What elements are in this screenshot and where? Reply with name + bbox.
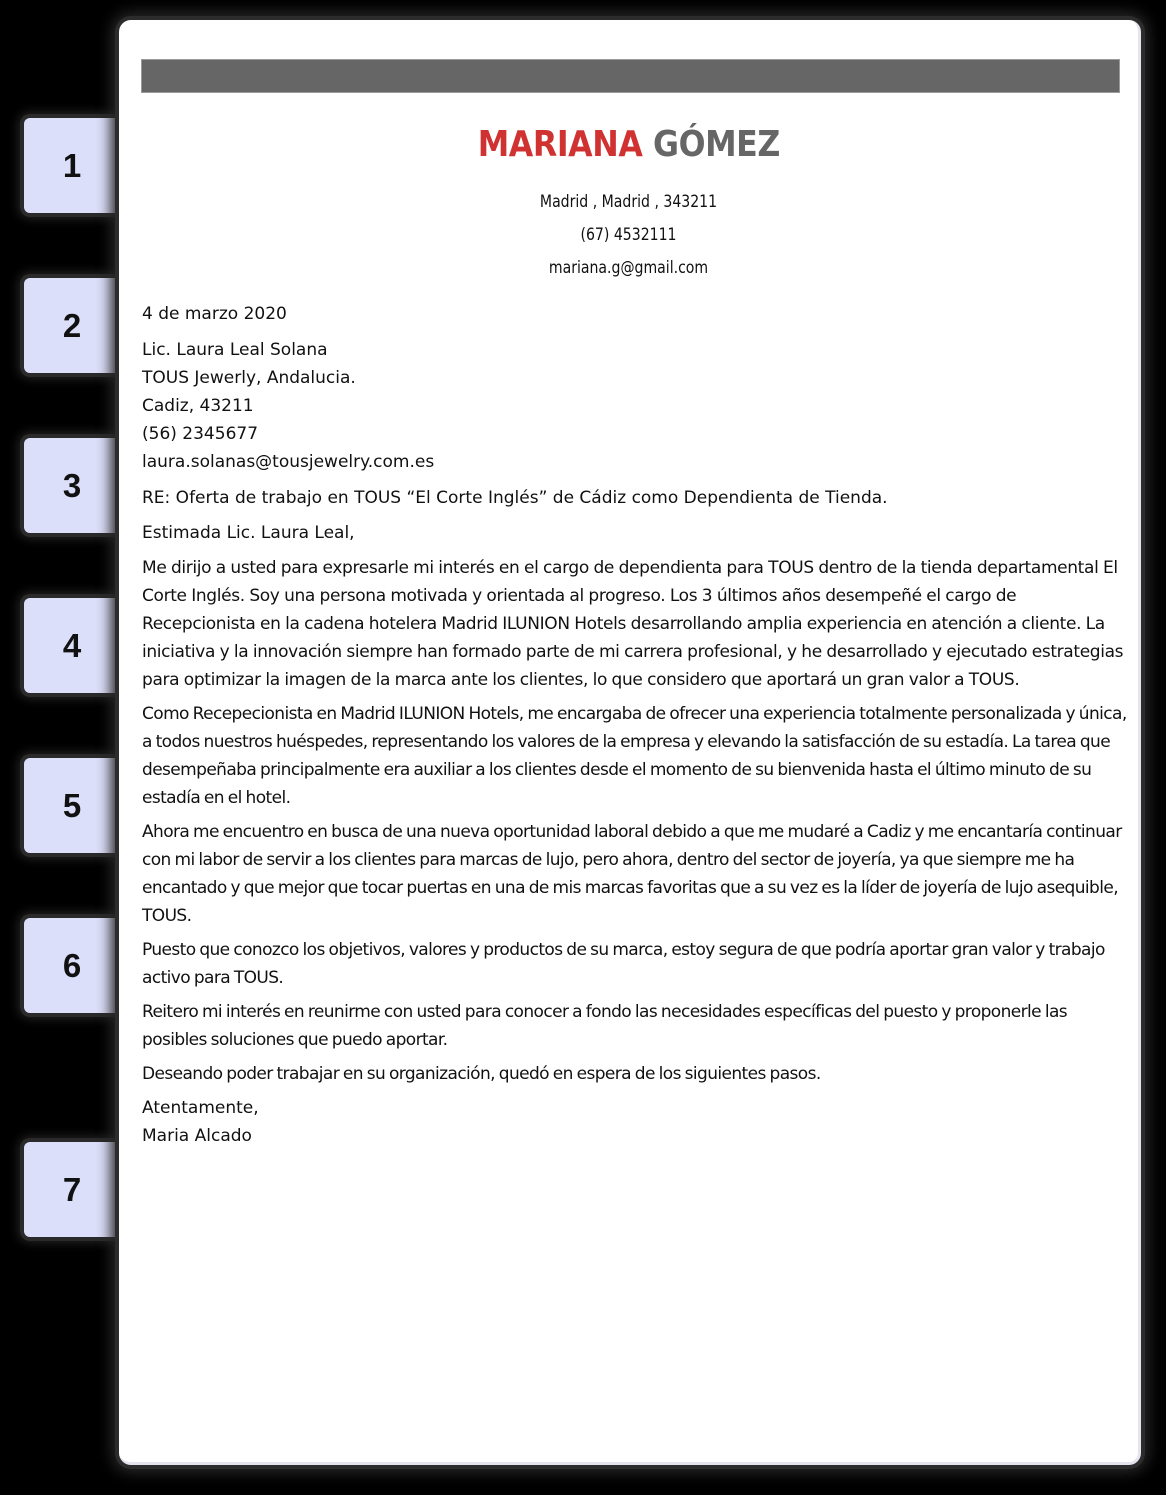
last-name: GÓMEZ	[653, 124, 780, 165]
letter-subject: RE: Oferta de trabajo en TOUS “El Corte Inglés” de Cádiz como Dependienta de Tienda.	[142, 488, 888, 508]
section-number: 5	[62, 786, 82, 824]
section-number: 2	[62, 306, 82, 344]
recipient-block	[142, 336, 1127, 476]
first-name: MARIANA	[477, 124, 643, 165]
section-number: 3	[62, 466, 82, 504]
recipient-email: laura.solanas@tousjewelry.com.es	[142, 452, 435, 472]
section-number: 7	[62, 1170, 82, 1208]
recipient-company: TOUS Jewerly, Andalucia.	[142, 368, 356, 388]
recipient-phone: (56) 2345677	[142, 424, 259, 444]
section-number: 4	[62, 626, 82, 664]
letter-date: 4 de marzo 2020	[142, 304, 287, 324]
paragraph-introduction: Me dirijo a usted para expresarle mi interés en el cargo de dependienta para TOUS dentro de la tienda departamental El Corte Inglés. Soy una persona motivada y orientada al progreso. Los 3 últimos años desempeñé el cargo de Recepcionista en la cadena hotelera Madrid ILUNION Hotels desarrollando amplia experiencia en atención a cliente. La iniciativa y la innovación siempre han formado parte de mi carrera profesional, y he desarrollado y ejecutado estrategias para optimizar la imagen de la marca ante los clientes, lo que considero que aportará un gran valor a TOUS.	[142, 558, 1124, 690]
paragraph-value: Puesto que conozco los objetivos, valores y productos de su marca, estoy segura de que podría aportar gran valor y trabajo activo para TOUS.	[142, 940, 1105, 988]
letter-body	[142, 300, 1127, 1150]
recipient-city: Cadiz, 43211	[142, 396, 254, 416]
section-number: 6	[62, 946, 82, 984]
section-number: 1	[62, 146, 82, 184]
section-marker-7	[24, 1142, 120, 1237]
applicant-phone: (67) 4532111	[580, 225, 677, 245]
cover-letter-page	[119, 20, 1141, 1465]
applicant-email: mariana.g@gmail.com	[548, 258, 709, 278]
applicant-contact	[119, 186, 1138, 285]
recipient-name: Lic. Laura Leal Solana	[142, 340, 328, 360]
section-marker-4	[24, 598, 120, 693]
header-bar	[141, 59, 1120, 93]
paragraph-interview: Reitero mi interés en reunirme con usted para conocer a fondo las necesidades específicas del puesto y proponerle las posibles soluciones que puedo aportar.	[142, 1002, 1068, 1050]
section-marker-1	[24, 118, 120, 213]
letter-greeting: Estimada Lic. Laura Leal,	[142, 523, 355, 543]
section-marker-2	[24, 278, 120, 373]
section-marker-5	[24, 758, 120, 853]
applicant-address: Madrid , Madrid , 343211	[539, 192, 718, 212]
letter-closing: Atentamente,	[142, 1098, 259, 1118]
paragraph-motivation: Ahora me encuentro en busca de una nueva oportunidad laboral debido a que me mudaré a Cadiz y me encantaría continuar con mi labor de servir a los clientes para marcas de lujo, pero ahora, dentro del sector de joyería, ya que siempre me ha encantado y que mejor que tocar puertas en una de mis marcas favoritas que a su vez es la líder de joyería de lujo asequible, TOUS.	[142, 822, 1122, 926]
section-marker-3	[24, 438, 120, 533]
section-marker-6	[24, 918, 120, 1013]
letter-signature: Maria Alcado	[142, 1126, 252, 1146]
applicant-name	[180, 124, 1077, 165]
paragraph-experience: Como Recepecionista en Madrid ILUNION Hotels, me encargaba de ofrecer una experiencia totalmente personalizada y única, a todos nuestros huéspedes, representando los valores de la empresa y elevando la satisfacción de su estadía. La tarea que desempeñaba principalmente era auxiliar a los clientes desde el momento de su bienvenida hasta el último minuto de su estadía en el hotel.	[142, 704, 1127, 808]
paragraph-next-steps: Deseando poder trabajar en su organización, quedó en espera de los siguientes pasos.	[142, 1064, 821, 1084]
